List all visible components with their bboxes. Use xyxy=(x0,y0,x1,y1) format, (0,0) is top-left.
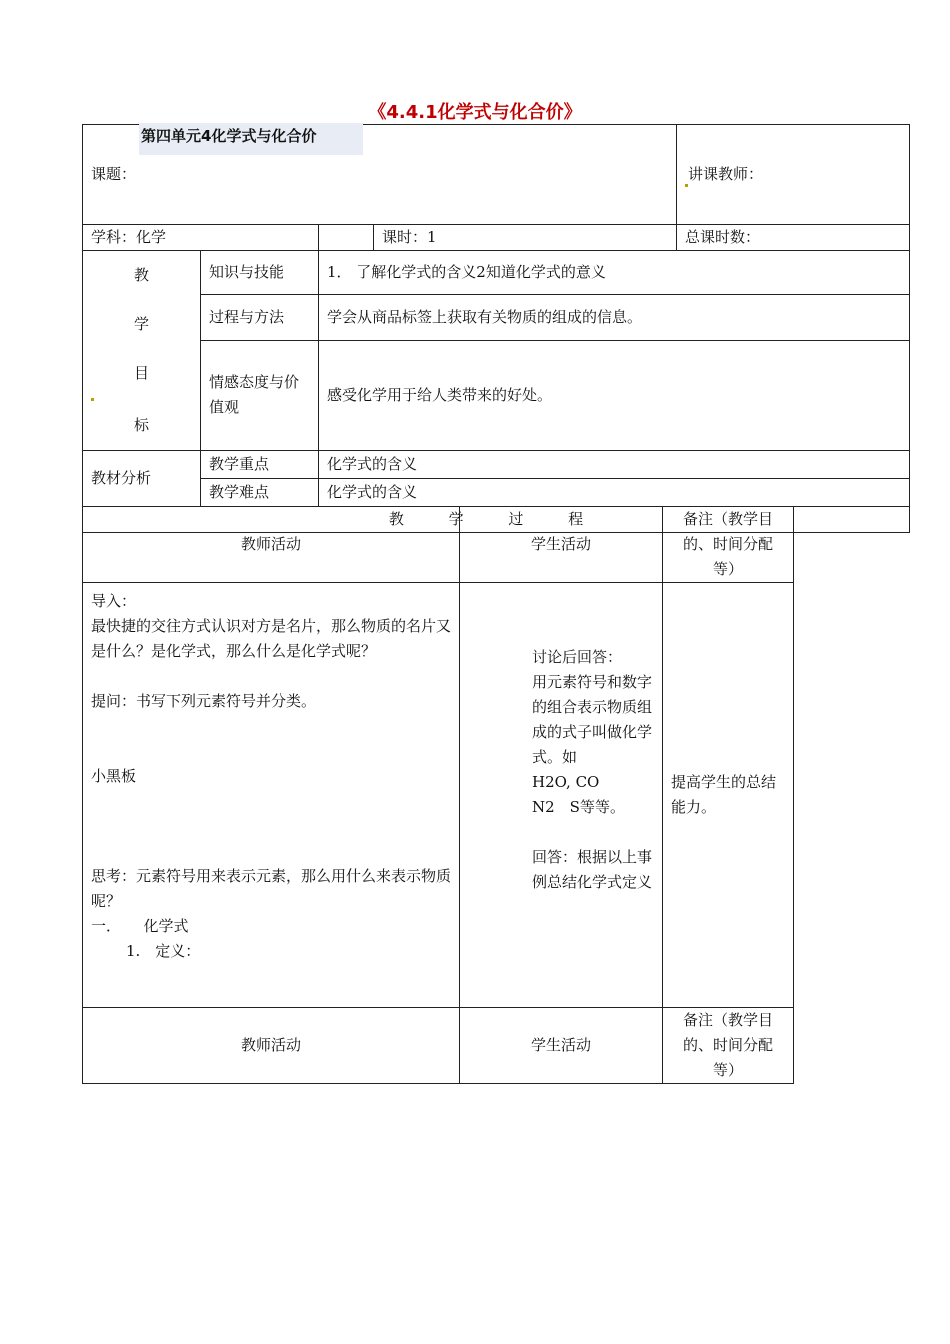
teacher-line: 最快捷的交往方式认识对方是名片，那么物质的名片又是什么？是化学式，那么什么是化学式呢？ xyxy=(91,617,452,660)
teacher-line: 思考：元素符号用来表示元素，那么用什么来表示物质呢？ xyxy=(91,867,452,910)
teacher-activity-cell xyxy=(83,583,460,1008)
total-periods-cell: 总课时数： xyxy=(677,225,910,251)
teacher-cell xyxy=(677,125,910,225)
materials-row-value: 化学式的含义 xyxy=(319,451,910,479)
objectives-char: 标 xyxy=(133,416,149,434)
materials-row-label: 教学重点 xyxy=(201,451,319,479)
periods-wrap xyxy=(319,225,677,251)
objectives-group-label xyxy=(83,251,201,451)
student-line: 讨论后回答： xyxy=(532,648,623,666)
materials-row-label: 教学难点 xyxy=(201,479,319,507)
topic-label: 课题： xyxy=(91,165,137,183)
col-student-header: 学生活动 xyxy=(460,1008,663,1084)
col-teacher-header: 教师活动 xyxy=(83,1008,460,1084)
student-line: N2 S等等。 xyxy=(532,798,625,816)
col-student-header: 学生活动 xyxy=(460,507,663,583)
student-activity-cell xyxy=(460,583,663,1008)
teacher-label: 讲课教师： xyxy=(688,165,764,183)
col-notes-header: 备注（教学目的、时间分配等） xyxy=(663,1008,794,1084)
teacher-line: 小黑板 xyxy=(91,767,137,785)
topic-banner: 第四单元4化学式与化合价 xyxy=(139,123,363,155)
objective-value: 学会从商品标签上获取有关物质的组成的信息。 xyxy=(319,294,910,340)
objective-value: 感受化学用于给人类带来的好处。 xyxy=(319,340,910,450)
objective-label: 知识与技能 xyxy=(201,251,319,295)
teacher-line: 导入： xyxy=(91,592,137,610)
mark xyxy=(685,184,688,187)
objective-label: 情感态度与价值观 xyxy=(201,340,319,450)
objective-value: 1． 了解化学式的含义2知道化学式的意义 xyxy=(319,251,910,295)
student-line: 用元素符号和数字的组合表示物质组成的式子叫做化学式。如 xyxy=(532,673,653,766)
objectives-char: 教 xyxy=(133,266,149,284)
process-heading: 教 学 过 程 xyxy=(83,507,910,533)
student-line: 回答：根据以上事例总结化学式定义 xyxy=(532,848,653,891)
materials-label: 教材分析 xyxy=(83,451,201,507)
objectives-char xyxy=(91,349,192,401)
col-notes-header: 备注（教学目的、时间分配等） xyxy=(663,507,794,583)
subject-cell: 学科：化学 xyxy=(83,225,319,251)
lesson-plan-header-table xyxy=(82,124,910,533)
periods-cell: 课时：1 xyxy=(374,225,669,250)
teacher-line: 1. 定义： xyxy=(126,942,201,960)
objectives-char-text: 目 xyxy=(133,364,149,382)
materials-row-value: 化学式的含义 xyxy=(319,479,910,507)
teacher-line: 提问：书写下列元素符号并分类。 xyxy=(91,692,317,710)
notes-cell: 提高学生的总结能力。 xyxy=(663,583,794,1008)
document-title: 《4.4.1化学式与化合价》 xyxy=(368,102,582,123)
process-table xyxy=(82,506,794,1084)
col-teacher-header: 教师活动 xyxy=(83,507,460,583)
student-line: H2O, CO xyxy=(532,773,600,791)
teacher-line: 一． 化学式 xyxy=(91,917,189,935)
objectives-char: 学 xyxy=(133,315,149,333)
objective-label: 过程与方法 xyxy=(201,294,319,340)
